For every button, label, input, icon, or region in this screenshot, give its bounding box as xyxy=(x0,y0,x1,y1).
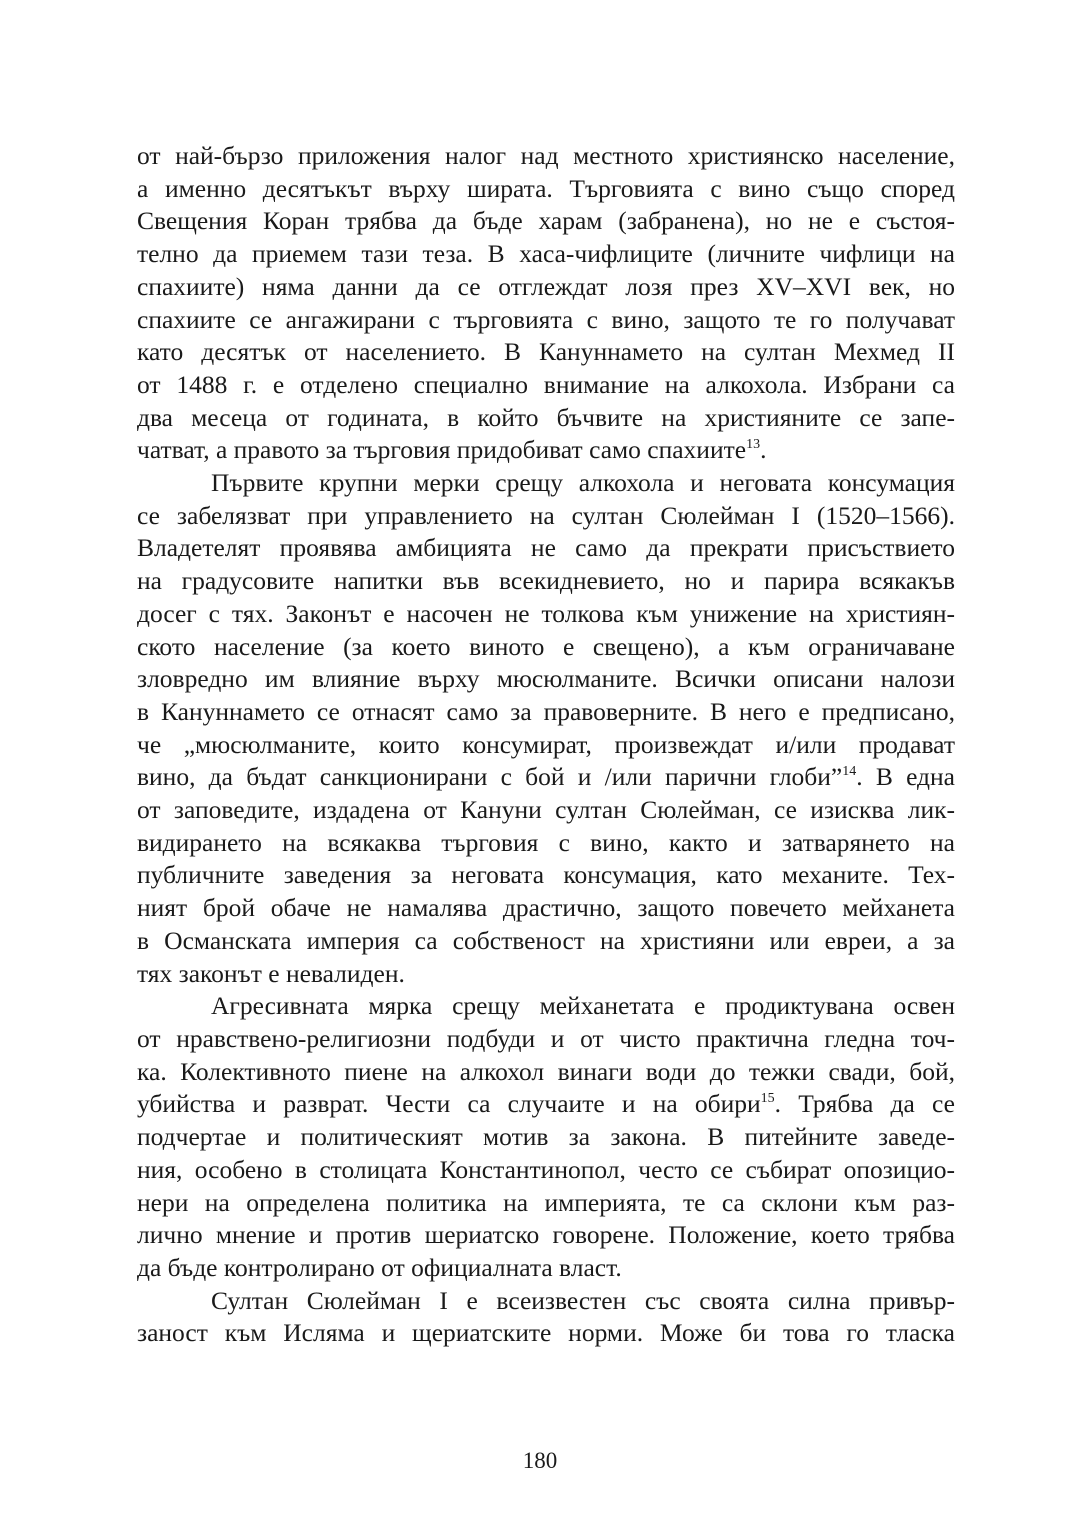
text-line: от нравствено-религиозни подбуди и от чисто практична гледна точ- xyxy=(137,1023,955,1053)
text-line: публичните заведения за неговата консумация, като механите. Тех- xyxy=(137,860,955,890)
text-fragment: вино, да бъдат санкционирани с бой и /или парични глоби” xyxy=(137,762,843,792)
text-line: а именно десятъкът върху ширата. Търговията с вино също според xyxy=(137,173,955,203)
text-line: в Кануннамето се отнасят само за правоверните. В него е предписано, xyxy=(137,696,955,726)
text-fragment: убийства и разврат. Чести са случаите и на обири xyxy=(137,1089,761,1119)
text-line: спахиите се ангажирани с търговията с вино, защото те го получават xyxy=(137,304,955,334)
text-line: ният брой обаче не намалява драстично, защото повечето мейханета xyxy=(137,893,955,923)
paragraph-1 xyxy=(137,140,955,467)
text-fragment: чатват, а правото за търговия придобиват само спахиите xyxy=(137,435,747,465)
footnote-ref-14: 14 xyxy=(842,764,857,780)
page-number: 180 xyxy=(522,1448,558,1473)
text-line: на градусовите напитки във всекидневието, но и парира всякакъв xyxy=(137,566,955,596)
text-line: зловредно им влияние върху мюсюлманите. Всички описани налози xyxy=(137,664,955,694)
text-line: тях законът е невалиден. xyxy=(137,958,405,988)
text-line: Агресивната мярка срещу мейханетата е продиктувана освен xyxy=(211,991,955,1021)
text-line: телно да приемем тази теза. В хаса-чифлиците (личните чифлици на xyxy=(137,239,955,269)
text-line: ското население (за което виното е свещено), а към ограничаване xyxy=(137,631,955,661)
footnote-ref-13: 13 xyxy=(746,437,761,453)
text-line: да бъде контролирано от официалната власт. xyxy=(137,1252,622,1282)
text-fragment: . В една xyxy=(856,762,955,792)
text-line: че „мюсюлманите, които консумират, произвеждат и/или продават xyxy=(137,729,955,759)
text-line: лично мнение и против шериатско говорене. Положение, което трябва xyxy=(137,1220,955,1250)
text-line: ния, особено в столицата Константинопол, често се събират опозицио- xyxy=(137,1154,955,1184)
text-line: досег с тях. Законът е насочен не толкова към унижение на християн- xyxy=(137,598,955,628)
footnote-ref-15: 15 xyxy=(760,1091,775,1107)
text-line: се забелязват при управлението на султан Сюлейман I (1520–1566). xyxy=(137,500,955,530)
text-line: Първите крупни мерки срещу алкохола и неговата консумация xyxy=(211,468,955,498)
text-line: подчертае и политическият мотив за закона. В питейните заведе- xyxy=(137,1122,955,1152)
text-line xyxy=(137,434,955,467)
text-fragment: . Трябва да се xyxy=(774,1089,955,1119)
text-line: в Османската империя са собственост на християни или евреи, а за xyxy=(137,925,955,955)
text-line: като десятък от населението. В Кануннамето на султан Мехмед II xyxy=(137,337,955,367)
text-line: Свещения Коран трябва да бъде харам (забранена), но не е състоя- xyxy=(137,206,955,236)
text-line: ка. Колективното пиене на алкохол винаги води до тежки свади, бой, xyxy=(137,1056,955,1086)
text-line: два месеца от годината, в който бъчвите на християните се запе- xyxy=(137,402,955,432)
text-line xyxy=(137,1088,955,1121)
text-line: от най-бързо приложения налог над местното християнско население, xyxy=(137,141,955,170)
text-line: видирането на всякаква търговия с вино, както и затварянето на xyxy=(137,827,955,857)
text-line xyxy=(137,761,955,794)
text-line: от заповедите, издадена от Кануни султан Сюлейман, се изисква лик- xyxy=(137,795,955,825)
text-line: Владетелят проявява амбицията не само да прекрати присъствието xyxy=(137,533,955,563)
text-line: заност към Исляма и щериатските норми. Може би това го тласка xyxy=(137,1318,955,1348)
page-body xyxy=(137,140,955,1350)
paragraph-4 xyxy=(137,1285,955,1350)
text-fragment: . xyxy=(760,435,767,465)
text-line: от 1488 г. е отделено специално внимание на алкохола. Избрани са xyxy=(137,369,955,399)
text-line: нери на определена политика на империята, те са склони към раз- xyxy=(137,1187,955,1217)
text-line: Султан Сюлейман I е всеизвестен със своята силна привър- xyxy=(211,1285,955,1315)
text-line: спахиите) няма данни да се отглеждат лозя през XV–XVI век, но xyxy=(137,271,955,301)
paragraph-3 xyxy=(137,990,955,1284)
paragraph-2 xyxy=(137,467,955,990)
